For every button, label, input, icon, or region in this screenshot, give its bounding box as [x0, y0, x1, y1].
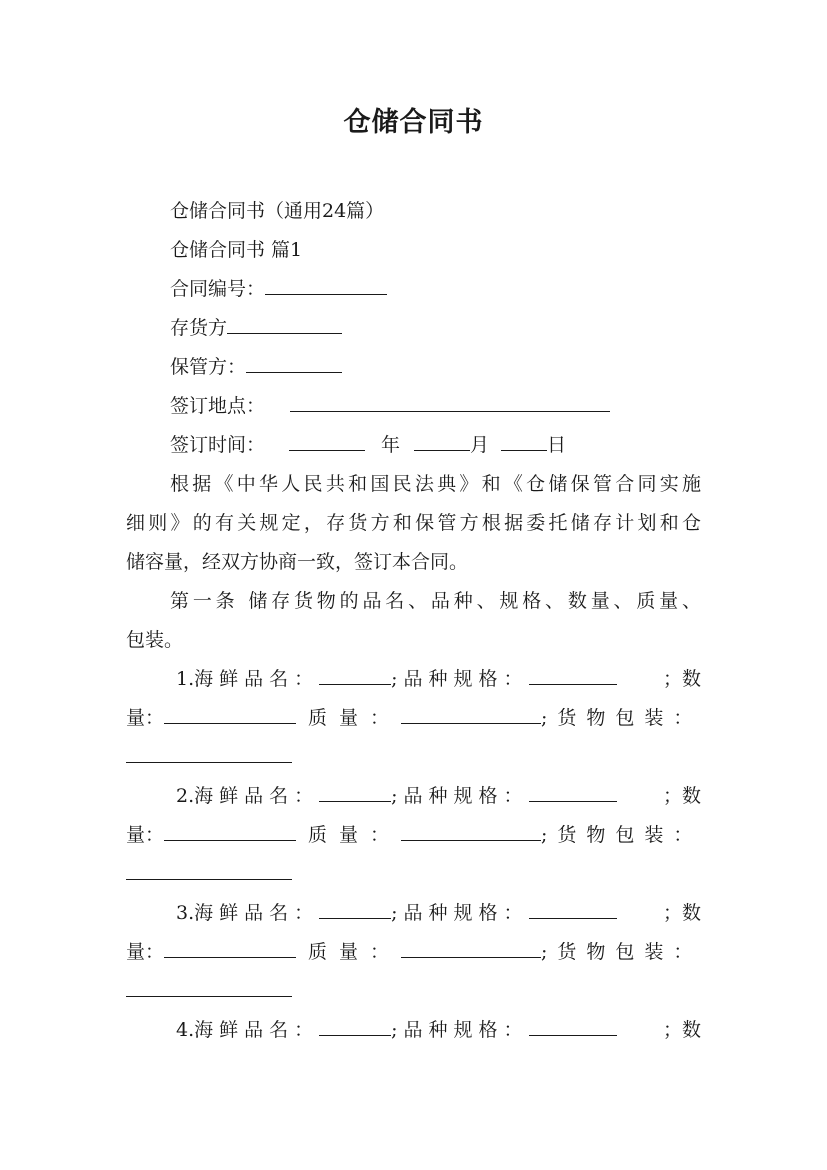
item-number: 3.	[176, 902, 195, 924]
item-line	[126, 855, 701, 893]
sign-place-blank	[290, 389, 610, 412]
item-number: 1.	[176, 668, 195, 690]
sign-time-line	[170, 426, 701, 464]
item-line	[176, 894, 701, 932]
item-pack-blank	[126, 740, 292, 763]
contract-number-line	[170, 270, 701, 308]
item-name-label: 海鲜品名：	[194, 668, 320, 690]
document-title: 仓储合同书	[343, 107, 484, 138]
item-line	[126, 699, 701, 737]
custodian-line	[170, 348, 701, 386]
custodian-label: 保管方：	[170, 356, 247, 378]
item-qty-label: ；数	[662, 902, 701, 924]
subtitle: 仓储合同书（通用24篇）	[170, 200, 385, 222]
month-blank	[414, 428, 470, 451]
item-quality-label: 质量：	[308, 941, 402, 963]
sign-time-label: 签订时间：	[170, 434, 266, 456]
item-name-blank	[319, 1013, 391, 1036]
item-spec-label: ;品种规格：	[391, 902, 529, 924]
item-pack-blank	[126, 857, 292, 880]
item-spec-blank	[529, 779, 617, 802]
item-number: 4.	[176, 1019, 195, 1041]
item-quality-blank	[401, 935, 541, 958]
item-spec-label: ;品种规格：	[391, 1019, 529, 1041]
item-line	[126, 738, 701, 776]
depositor-line	[170, 309, 701, 347]
article-heading-cont: 包装。	[126, 629, 184, 651]
item-name-blank	[319, 662, 391, 685]
depositor-label: 存货方	[170, 317, 228, 339]
custodian-blank	[246, 350, 342, 373]
item-quality-label: 质量：	[308, 824, 402, 846]
item-qty-label2: 量：	[126, 824, 165, 846]
item-spec-blank	[529, 662, 617, 685]
day-blank	[501, 428, 547, 451]
item-name-label: 海鲜品名：	[194, 785, 320, 807]
item-qty-label: ；数	[662, 785, 701, 807]
item-line	[176, 1011, 701, 1049]
contract-number-label: 合同编号：	[170, 278, 266, 300]
day-label: 日	[547, 434, 567, 456]
sign-place-line	[170, 387, 701, 425]
month-label: 月	[470, 434, 490, 456]
year-label: 年	[381, 434, 401, 456]
item-pack-label: ;货物包装：	[541, 941, 703, 963]
article-heading: 第一条 储存货物的品名、品种、规格、数量、质量、	[170, 590, 701, 612]
item-name-blank	[319, 779, 391, 802]
item-number: 2.	[176, 785, 195, 807]
year-blank	[289, 428, 365, 451]
item-name-label: 海鲜品名：	[194, 1019, 320, 1041]
item-qty-blank	[164, 935, 296, 958]
item-qty-label: ；数	[662, 668, 701, 690]
item-qty-label2: 量：	[126, 707, 165, 729]
contract-number-blank	[265, 272, 387, 295]
item-spec-label: ;品种规格：	[391, 785, 529, 807]
item-qty-blank	[164, 818, 296, 841]
item-pack-label: ;货物包装：	[541, 824, 703, 846]
item-quality-blank	[401, 818, 541, 841]
item-line	[126, 933, 701, 971]
item-qty-label2: 量：	[126, 941, 165, 963]
item-spec-blank	[529, 896, 617, 919]
item-line	[176, 660, 701, 698]
item-line	[176, 777, 701, 815]
item-name-label: 海鲜品名：	[194, 902, 320, 924]
item-quality-label: 质量：	[308, 707, 402, 729]
item-pack-label: ;货物包装：	[541, 707, 703, 729]
item-pack-blank	[126, 974, 292, 997]
part-heading: 仓储合同书 篇1	[170, 239, 303, 261]
item-name-blank	[319, 896, 391, 919]
item-quality-blank	[401, 701, 541, 724]
item-line	[126, 816, 701, 854]
paragraph-line: 根据《中华人民共和国民法典》和《仓储保管合同实施	[170, 473, 701, 495]
item-qty-blank	[164, 701, 296, 724]
paragraph-line: 储容量，经双方协商一致，签订本合同。	[126, 551, 469, 573]
paragraph-line: 细则》的有关规定，存货方和保管方根据委托储存计划和仓	[126, 512, 701, 534]
item-spec-blank	[529, 1013, 617, 1036]
sign-place-label: 签订地点：	[170, 395, 266, 417]
item-line	[126, 972, 701, 1010]
item-spec-label: ;品种规格：	[391, 668, 529, 690]
item-qty-label: ；数	[662, 1019, 701, 1041]
depositor-blank	[227, 311, 342, 334]
